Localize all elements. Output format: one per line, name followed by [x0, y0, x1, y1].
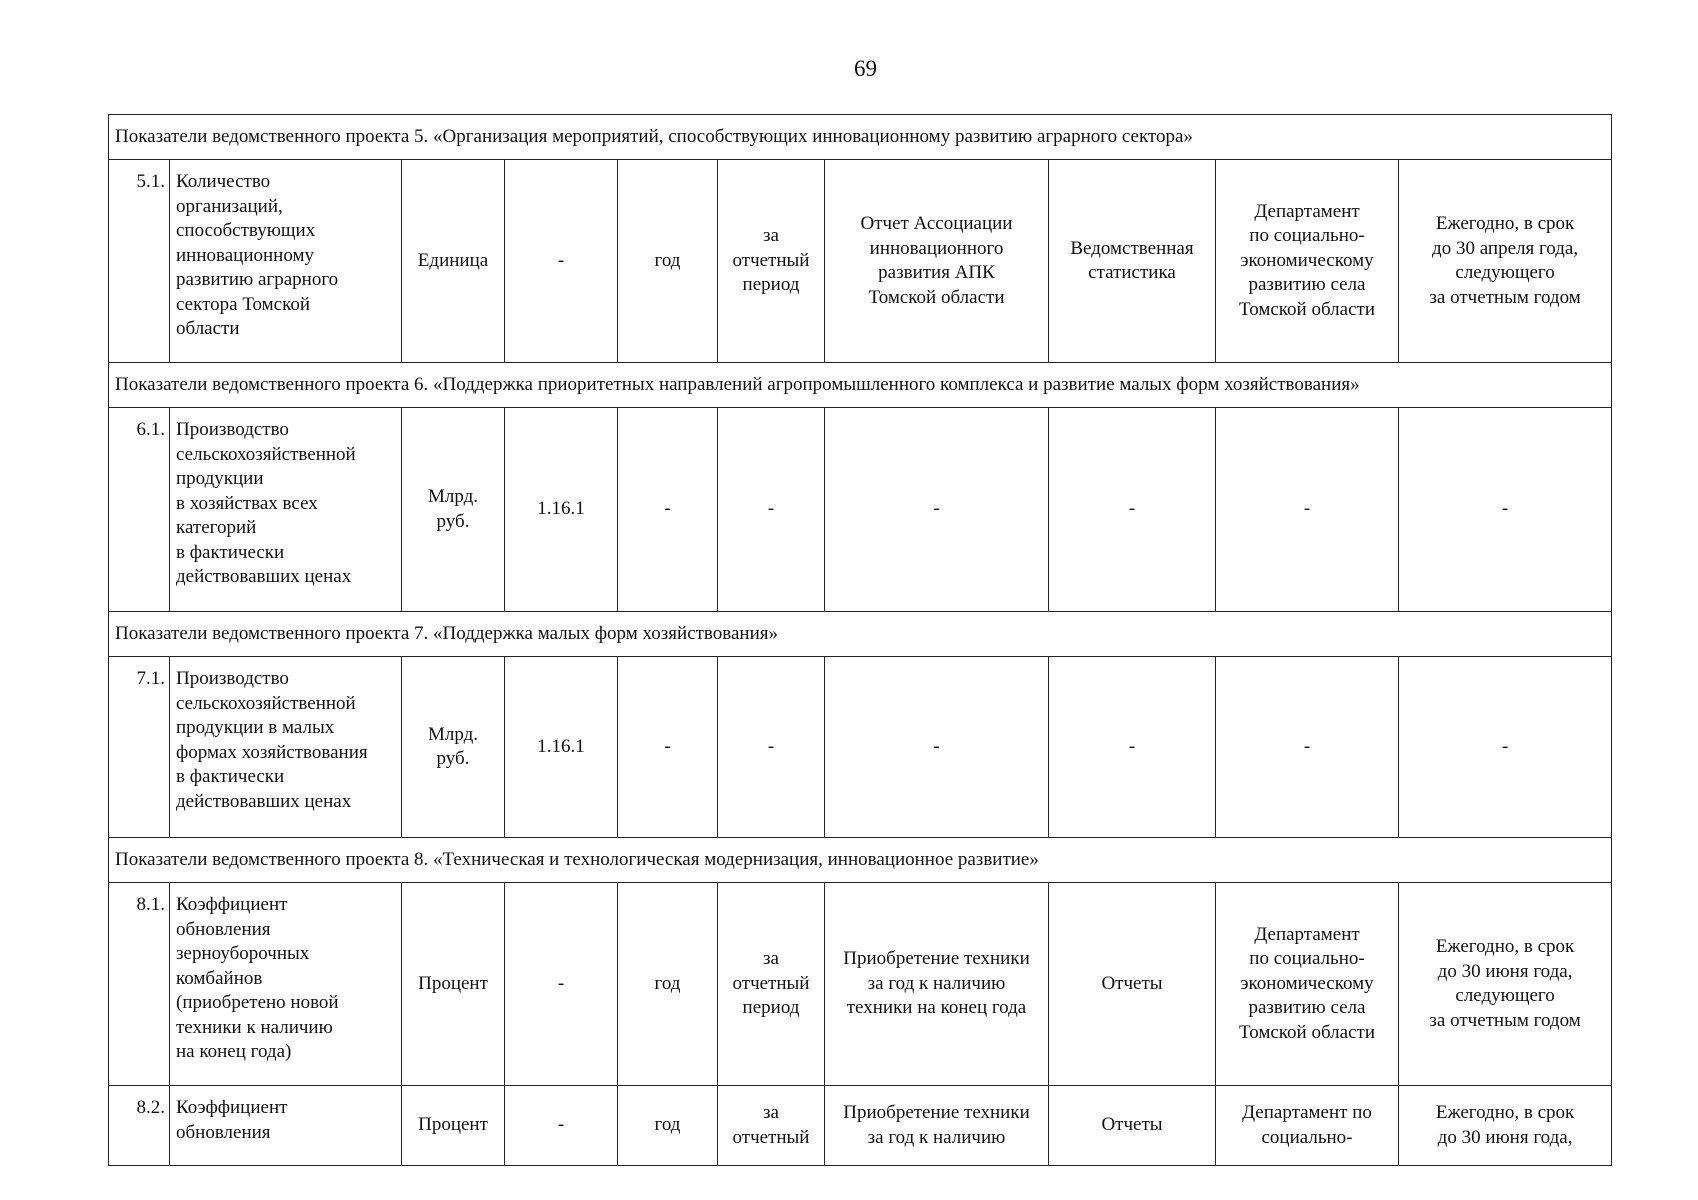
cell-line: комбайнов: [176, 967, 263, 989]
section-header-row: [109, 838, 1612, 883]
cell-line: действовавших ценах: [176, 566, 352, 587]
cell-line: отчетный: [732, 972, 810, 994]
cell-line: до 30 июня года,: [1437, 1126, 1573, 1148]
cell-line: -: [1128, 498, 1136, 520]
cell-line: -: [1501, 498, 1509, 520]
cell-line: год: [654, 249, 681, 271]
cell-line: за: [763, 948, 779, 970]
cell-line: по социально-: [1249, 948, 1365, 970]
period-cell: [718, 657, 825, 838]
indicator-name: [170, 1086, 402, 1166]
cell-line: сельскохозяйственной: [176, 692, 356, 714]
cell-line: -: [767, 498, 775, 520]
indicator-name: [170, 883, 402, 1086]
page-number: 69: [854, 56, 877, 81]
table-row: [109, 160, 1612, 363]
unit-cell: [402, 1086, 505, 1166]
method-cell: [825, 657, 1049, 838]
cell-line: за отчетным годом: [1429, 1009, 1581, 1031]
section-title: Показатели ведомственного проекта 6. «Поддержка приоритетных направлений агропромышленного комплекса и развитие малых форм хозяйствования»: [109, 363, 1612, 408]
cell-line: обновления: [176, 1121, 271, 1143]
section-title: Показатели ведомственного проекта 8. «Техническая и технологическая модернизация, инновационное развитие»: [109, 838, 1612, 883]
cell-line: Отчеты: [1101, 1114, 1163, 1136]
cell-line: действовавших ценах: [176, 790, 352, 812]
cell-line: зерноуборочных: [176, 943, 310, 964]
periodicity-cell: [618, 657, 718, 838]
deadline-cell: [1399, 883, 1612, 1086]
cell-line: техники на конец года: [846, 997, 1027, 1019]
responsible-cell: [1216, 657, 1399, 838]
cell-line: сектора Томской: [176, 293, 311, 315]
cell-line: развитию села: [1248, 274, 1366, 296]
cell-line: Процент: [418, 972, 488, 994]
deadline-cell: [1399, 1086, 1612, 1166]
section-title: Показатели ведомственного проекта 7. «Поддержка малых форм хозяйствования»: [109, 612, 1612, 657]
cell-line: отчетный: [732, 249, 810, 271]
cell-line: в фактически: [176, 541, 285, 563]
section-header-row: [109, 115, 1612, 160]
cell-line: статистика: [1088, 262, 1176, 283]
unit-cell: [402, 657, 505, 838]
cell-line: Отчет Ассоциации: [860, 213, 1013, 234]
indicator-number: 6.1.: [109, 408, 170, 612]
cell-line: по социально-: [1249, 225, 1365, 247]
indicator-name: [170, 657, 402, 838]
responsible-cell: [1216, 883, 1399, 1086]
cell-line: за год к наличию: [867, 972, 1006, 994]
cell-line: в хозяйствах всех: [176, 492, 318, 514]
cell-line: -: [933, 735, 940, 757]
indicator-name: [170, 160, 402, 363]
cell-line: Коэффициент: [176, 894, 288, 915]
cell-line: -: [557, 972, 565, 994]
section-header-row: [109, 612, 1612, 657]
cell-line: Приобретение техники: [843, 948, 1030, 970]
cell-line: -: [767, 735, 775, 757]
cell-line: -: [1303, 498, 1311, 520]
table-row: [109, 883, 1612, 1086]
cell-line: обновления: [176, 918, 271, 940]
cell-line: Отчеты: [1101, 972, 1163, 994]
cell-line: категорий: [176, 517, 257, 538]
cell-line: до 30 апреля года,: [1432, 237, 1579, 259]
cell-line: развитию аграрного: [176, 269, 339, 290]
cell-line: Млрд.: [427, 723, 479, 745]
table-row: [109, 657, 1612, 838]
cell-line: -: [1501, 735, 1509, 757]
cell-line: Департамент: [1254, 923, 1360, 945]
indicators-table: [108, 114, 1612, 1166]
cell-line: -: [1303, 735, 1311, 757]
cell-line: развитию села: [1248, 997, 1366, 1019]
cell-line: -: [557, 1114, 565, 1136]
cell-line: за год к наличию: [867, 1126, 1006, 1148]
cell-line: продукции: [176, 468, 264, 489]
code-cell: [505, 160, 618, 363]
period-cell: [718, 160, 825, 363]
period-cell: [718, 408, 825, 612]
method-cell: [825, 883, 1049, 1086]
unit-cell: [402, 160, 505, 363]
period-cell: [718, 1086, 825, 1166]
cell-line: способствующих: [176, 220, 316, 241]
table-row: [109, 408, 1612, 612]
cell-line: период: [742, 274, 800, 296]
cell-line: (приобретено новой: [176, 992, 339, 1013]
periodicity-cell: [618, 408, 718, 612]
cell-line: Приобретение техники: [843, 1102, 1030, 1123]
cell-line: Ежегодно, в срок: [1435, 1102, 1575, 1123]
cell-line: Млрд.: [427, 486, 479, 507]
cell-line: продукции в малых: [176, 717, 335, 738]
source-cell: [1049, 1086, 1216, 1166]
cell-line: экономическому: [1240, 249, 1374, 271]
cell-line: за: [763, 1102, 779, 1123]
cell-line: -: [1128, 735, 1136, 757]
cell-line: Единица: [417, 249, 489, 271]
cell-line: на конец года): [176, 1041, 292, 1062]
cell-line: 1.16.1: [537, 498, 585, 520]
section-header-row: [109, 363, 1612, 408]
cell-line: отчетный: [732, 1126, 810, 1148]
indicator-number: 7.1.: [109, 657, 170, 838]
indicator-number: 8.1.: [109, 883, 170, 1086]
cell-line: следующего: [1455, 262, 1555, 283]
code-cell: [505, 657, 618, 838]
indicator-number: 5.1.: [109, 160, 170, 363]
cell-line: за отчетным годом: [1429, 286, 1581, 308]
cell-line: -: [664, 498, 671, 520]
cell-line: руб.: [436, 510, 470, 532]
responsible-cell: [1216, 1086, 1399, 1166]
cell-line: инновационного: [869, 237, 1004, 259]
cell-line: Производство: [176, 419, 289, 440]
cell-line: техники к наличию: [176, 1016, 333, 1038]
cell-line: развития АПК: [878, 262, 995, 283]
indicator-name: [170, 408, 402, 612]
cell-line: формах хозяйствования: [176, 741, 368, 763]
source-cell: [1049, 160, 1216, 363]
cell-line: сельскохозяйственной: [176, 443, 356, 465]
periodicity-cell: [618, 1086, 718, 1166]
cell-line: за: [763, 225, 779, 247]
periodicity-cell: [618, 883, 718, 1086]
source-cell: [1049, 657, 1216, 838]
deadline-cell: [1399, 160, 1612, 363]
cell-line: Томской области: [868, 286, 1005, 308]
deadline-cell: [1399, 408, 1612, 612]
cell-line: руб.: [436, 748, 470, 769]
section-title: Показатели ведомственного проекта 5. «Организация мероприятий, способствующих инновационному развитию аграрного сектора»: [109, 115, 1612, 160]
cell-line: Ежегодно, в срок: [1435, 936, 1575, 957]
cell-line: Ежегодно, в срок: [1435, 213, 1575, 234]
method-cell: [825, 160, 1049, 363]
cell-line: следующего: [1455, 985, 1555, 1006]
cell-line: Производство: [176, 668, 289, 689]
cell-line: организаций,: [176, 195, 283, 217]
cell-line: Ведомственная: [1070, 237, 1194, 259]
indicator-number: 8.2.: [109, 1086, 170, 1166]
period-cell: [718, 883, 825, 1086]
cell-line: социально-: [1261, 1126, 1353, 1148]
method-cell: [825, 1086, 1049, 1166]
cell-line: -: [933, 498, 940, 520]
cell-line: в фактически: [176, 766, 285, 787]
cell-line: Департамент по: [1242, 1102, 1372, 1123]
source-cell: [1049, 408, 1216, 612]
table-row: [109, 1086, 1612, 1166]
unit-cell: [402, 408, 505, 612]
cell-line: -: [557, 249, 565, 271]
cell-line: Процент: [418, 1114, 488, 1136]
source-cell: [1049, 883, 1216, 1086]
deadline-cell: [1399, 657, 1612, 838]
code-cell: [505, 883, 618, 1086]
cell-line: Количество: [176, 171, 271, 192]
cell-line: период: [742, 997, 800, 1019]
cell-line: экономическому: [1240, 972, 1374, 994]
cell-line: год: [654, 1114, 681, 1136]
cell-line: области: [176, 318, 240, 339]
cell-line: -: [664, 735, 671, 757]
cell-line: 1.16.1: [537, 735, 585, 757]
cell-line: до 30 июня года,: [1437, 960, 1573, 982]
cell-line: инновационному: [176, 244, 314, 266]
cell-line: Томской области: [1239, 298, 1375, 320]
cell-line: Коэффициент: [176, 1097, 288, 1118]
responsible-cell: [1216, 408, 1399, 612]
unit-cell: [402, 883, 505, 1086]
method-cell: [825, 408, 1049, 612]
cell-line: Департамент: [1254, 200, 1360, 222]
code-cell: [505, 1086, 618, 1166]
code-cell: [505, 408, 618, 612]
periodicity-cell: [618, 160, 718, 363]
cell-line: год: [654, 972, 681, 994]
cell-line: Томской области: [1239, 1021, 1375, 1043]
responsible-cell: [1216, 160, 1399, 363]
